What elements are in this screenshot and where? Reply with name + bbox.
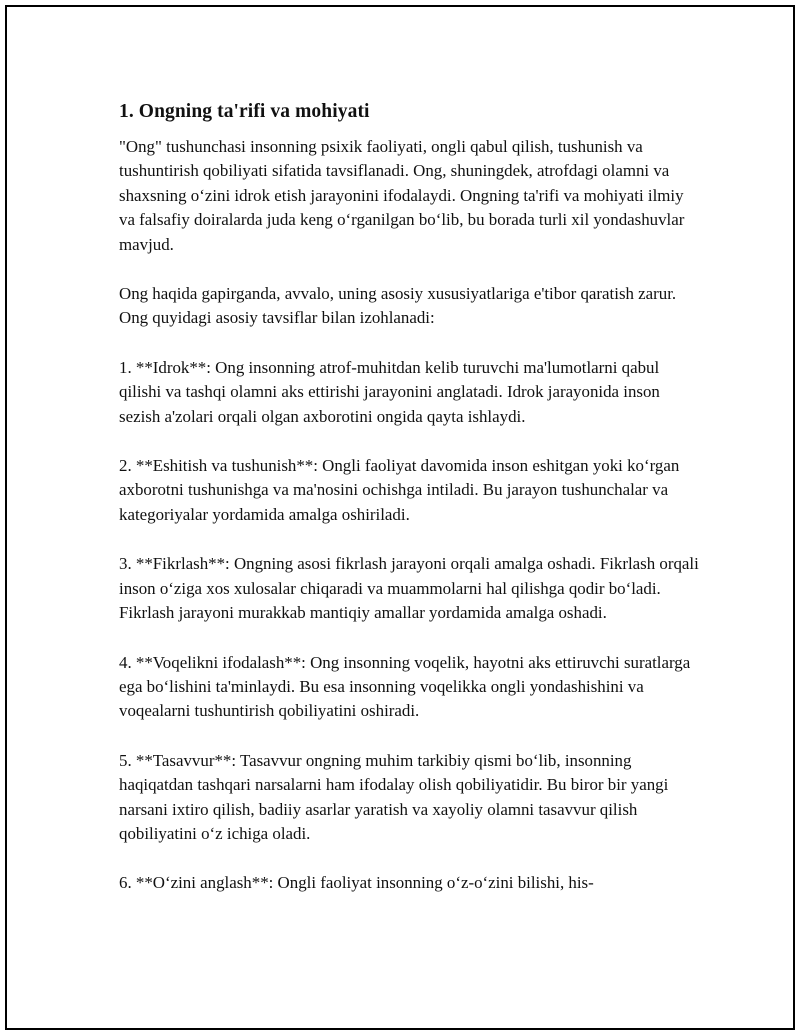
- list-item-fikrlash: 3. **Fikrlash**: Ongning asosi fikrlash jarayoni orqali amalga oshadi. Fikrlash orqali inson o‘ziga xos xulosalar chiqaradi va muammolarni hal qilishga qodir bo‘ladi. Fikrlash jarayoni murakkab mantiqiy amallar yordamida amalga oshadi.: [119, 554, 699, 623]
- document-page: [5, 5, 795, 1030]
- list-item-ozini-anglash: 6. **O‘zini anglash**: Ongli faoliyat insonning o‘z-o‘zini bilishi, his-: [119, 873, 594, 893]
- paragraph-intro: "Ong" tushunchasi insonning psixik faoliyati, ongli qabul qilish, tushunish va tushuntirish qobiliyati sifatida tavsiflanadi. Ong, shuningdek, atrofdagi olamni va shaxsning o‘zini idrok etish jarayonini ifodalaydi. Ongning ta'rifi va mohiyati ilmiy va falsafiy doiralarda juda keng o‘rganilgan bo‘lib, bu borada turli xil yondashuvlar mavjud.: [119, 137, 685, 254]
- list-item-eshitish: 2. **Eshitish va tushunish**: Ongli faoliyat davomida inson eshitgan yoki ko‘rgan axborotni tushunishga va ma'nosini ochishga intiladi. Bu jarayon tushunchalar va kategoriyalar yordamida amalga oshiriladi.: [119, 456, 680, 524]
- list-item-tasavvur: 5. **Tasavvur**: Tasavvur ongning muhim tarkibiy qismi bo‘lib, insonning haqiqatdan tashqari narsalarni ham ifodalay olish qobiliyatidir. Bu biror bir yangi narsani ixtiro qilish, badiiy asarlar yaratish va xayoliy olamni tasavvur qilish qobiliyatini o‘z ichiga oladi.: [119, 750, 669, 843]
- section-title: 1. Ongning ta'rifi va mohiyati: [119, 101, 370, 122]
- list-item-voqelik: 4. **Voqelikni ifodalash**: Ong insonning voqelik, hayotni aks ettiruvchi suratlarga ega bo‘lishini ta'minlaydi. Bu esa insonning voqelikka ongli yondashishini va voqealarni tushuntirish qobiliyatini oshiradi.: [119, 652, 691, 721]
- paragraph-features-lead: Ong haqida gapirganda, avvalo, uning asosiy xususiyatlariga e'tibor qaratish zarur. Ong quyidagi asosiy tavsiflar bilan izohlanadi:: [119, 284, 677, 328]
- list-item-idrok: 1. **Idrok**: Ong insonning atrof-muhitdan kelib turuvchi ma'lumotlarni qabul qilishi va tashqi olamni aks ettirishi jarayonini anglatadi. Idrok jarayonida inson sezish a'zolari orqali olgan axborotini ongida qayta ishlaydi.: [119, 357, 660, 426]
- document-body: [119, 99, 699, 921]
